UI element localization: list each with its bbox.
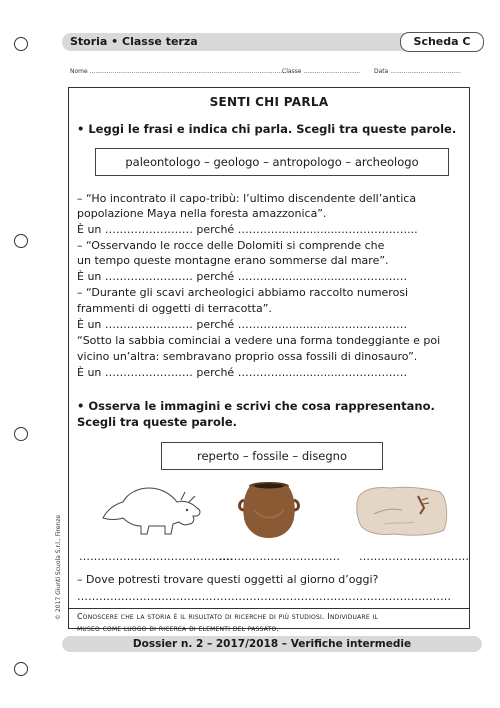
- image-answer-line-2: ……………………………: [219, 550, 340, 563]
- binder-hole-upper: [14, 234, 28, 248]
- dinosaur-drawing: [97, 480, 207, 540]
- text-line: popolazione Maya nella foresta amazzonica”.: [77, 207, 327, 220]
- word-choices-1: paleontologo – geologo – antropologo – archeologo: [95, 148, 449, 176]
- answer-line: È un …………………… perché ………….................………………: [77, 366, 408, 379]
- text-line: – “Osservando le rocce delle Dolomiti si comprende che: [77, 239, 385, 252]
- sheet-badge: Scheda C: [400, 32, 484, 52]
- word-choices-2: reperto – fossile – disegno: [161, 442, 383, 470]
- fossil-stone: [354, 484, 450, 538]
- date-field: Data .....................................: [374, 68, 461, 75]
- dossier-footer: Dossier n. 2 – 2017/2018 – Verifiche intermedie: [62, 636, 482, 652]
- header-bar: [62, 33, 482, 51]
- class-field: Classe ..............................: [282, 68, 361, 75]
- image-answer-line-3: …………………………: [359, 550, 469, 563]
- instruction-2-line1: • Osserva le immagini e scrivi che cosa rappresentano.: [77, 399, 435, 413]
- text-line: un tempo queste montagne erano sommerse dal mare”.: [77, 254, 389, 267]
- text-line: – “Durante gli scavi archeologici abbiamo raccolto numerosi: [77, 286, 409, 299]
- question-text: – Dove potresti trovare questi oggetti al giorno d’oggi?: [77, 573, 379, 586]
- text-line: frammenti di oggetti di terracotta”.: [77, 302, 272, 315]
- objectives-divider: [69, 608, 469, 609]
- name-field: Nome ......................................................................................................: [70, 68, 285, 75]
- subject-label: Storia • Classe terza: [70, 35, 198, 48]
- binder-hole-bottom: [14, 662, 28, 676]
- objectives-line-1: Conoscere che la storia è il risultato di ricerche di più studiosi. Individuare il: [77, 612, 379, 621]
- answer-line: È un …………………… perché ………….................………………...: [77, 223, 418, 236]
- instruction-2-line2: Scegli tra queste parole.: [77, 415, 237, 429]
- binder-hole-top: [14, 37, 28, 51]
- answer-line: È un …………………… perché ………….................………………: [77, 270, 408, 283]
- question-answer-line: …………………………………………………………………………………………: [77, 590, 451, 603]
- answer-line: È un …………………… perché ………….................………………: [77, 318, 408, 331]
- objectives-line-2: museo come luogo di ricerca di elementi del passato.: [77, 624, 280, 633]
- binder-hole-lower: [14, 427, 28, 441]
- worksheet-box: [68, 87, 470, 633]
- terracotta-vase: [234, 480, 304, 542]
- instruction-1: • Leggi le frasi e indica chi parla. Scegli tra queste parole.: [77, 122, 457, 136]
- text-line: vicino un’altra: sembravano proprio ossa fossili di dinosauro”.: [77, 350, 418, 363]
- copyright-text: © 2017 Giunti Scuola S.r.l., Firenze: [55, 514, 62, 620]
- text-line: – “Ho incontrato il capo-tribù: l’ultimo discendente dell’antica: [77, 192, 417, 205]
- worksheet-title: SENTI CHI PARLA: [209, 95, 329, 109]
- image-answer-line-1: ……………………………………: [79, 550, 233, 563]
- text-line: “Sotto la sabbia cominciai a vedere una forma tondeggiante e poi: [77, 334, 441, 347]
